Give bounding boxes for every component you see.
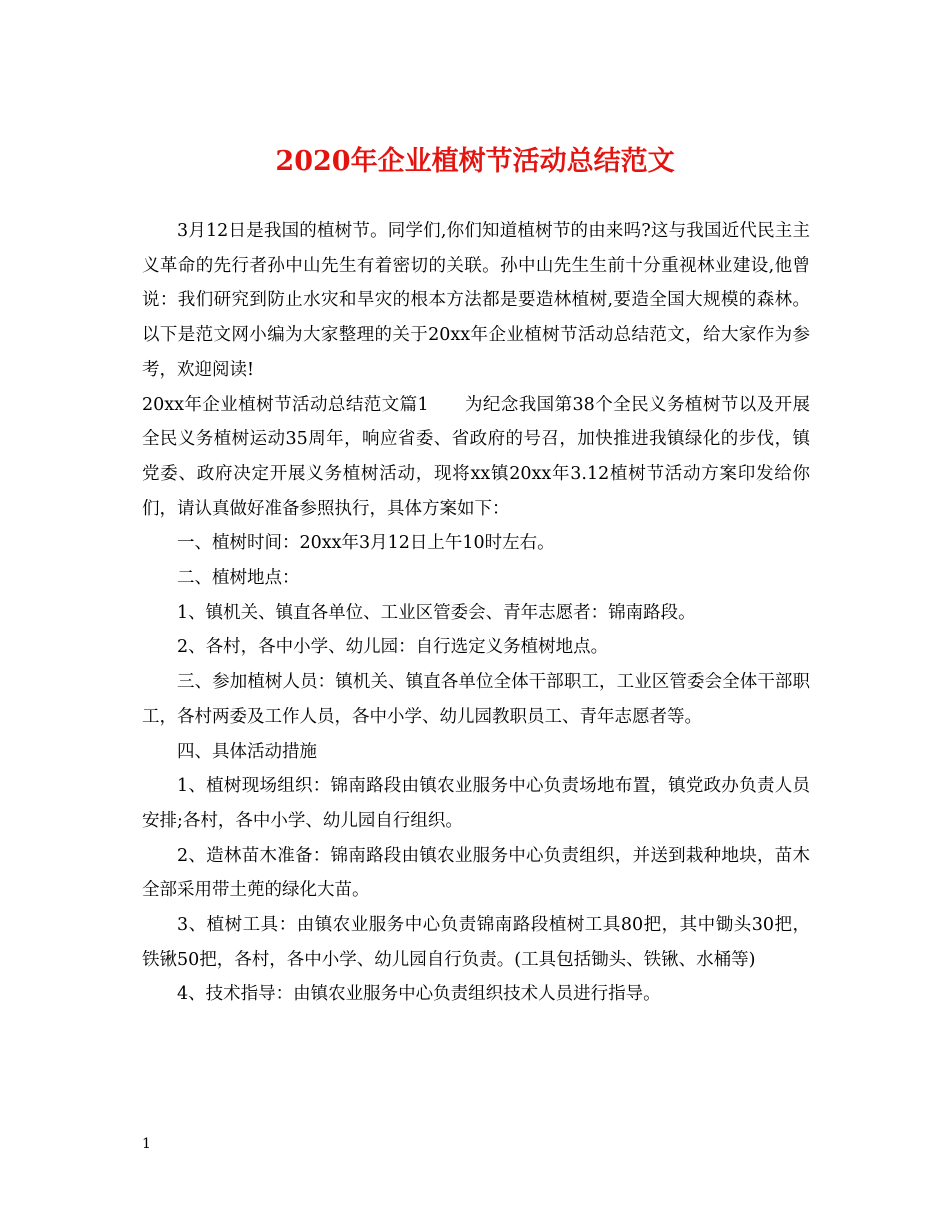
page-number: 1 [142,1136,151,1152]
paragraph-participants: 三、参加植树人员：镇机关、镇直各单位全体干部职工，工业区管委会全体干部职工，各村两委及工作人员，各中小学、幼儿园教职员工、青年志愿者等。 [142,672,810,727]
paragraph-intro: 3月12日是我国的植树节。同学们,你们知道植树节的由来吗?这与我国近代民主主义革命的先行者孙中山先生有着密切的关联。孙中山先生生前十分重视林业建设,他曾说：我们研究到防止水灾和旱灾的根本方法都是要造林植树,要造全国大规模的森林。以下是范文网小编为大家整理的关于20xx年企业植树节活动总结范文，给大家作为参考，欢迎阅读! [142,221,810,380]
paragraph-location-1: 1、镇机关、镇直各单位、工业区管委会、青年志愿者：锦南路段。 [177,602,696,623]
paragraph-location-2: 2、各村，各中小学、幼儿园：自行选定义务植树地点。 [177,637,609,658]
paragraph-section-1-intro: 20xx年企业植树节活动总结范文篇1 为纪念我国第38个全民义务植树节以及开展全民义务植树运动35周年，响应省委、省政府的号召，加快推进我镇绿化的步伐，镇党委、政府决定开展义务植树活动，现将xx镇20xx年3.12植树节活动方案印发给你们，请认真做好准备参照执行，具体方案如下： [142,394,810,519]
paragraph-measure-4: 4、技术指导：由镇农业服务中心负责组织技术人员进行指导。 [177,984,661,1005]
paragraph-measures-heading: 四、具体活动措施 [177,741,317,762]
paragraph-measure-3: 3、植树工具：由镇农业服务中心负责锦南路段植树工具80把，其中锄头30把，铁锹50把，各村，各中小学、幼儿园自行负责。(工具包括锄头、铁锹、水桶等) [142,915,810,970]
document-body [142,214,810,1012]
document-title: 2020年企业植树节活动总结范文 [275,146,675,177]
paragraph-measure-1: 1、植树现场组织：锦南路段由镇农业服务中心负责场地布置，镇党政办负责人员安排;各村，各中小学、幼儿园自行组织。 [142,776,810,831]
paragraph-planting-location-heading: 二、植树地点： [177,568,300,589]
paragraph-measure-2: 2、造林苗木准备：锦南路段由镇农业服务中心负责组织，并送到栽种地块，苗木全部采用带土蔸的绿化大苗。 [142,845,810,901]
paragraph-planting-time: 一、植树时间：20xx年3月12日上午10时左右。 [177,533,555,554]
